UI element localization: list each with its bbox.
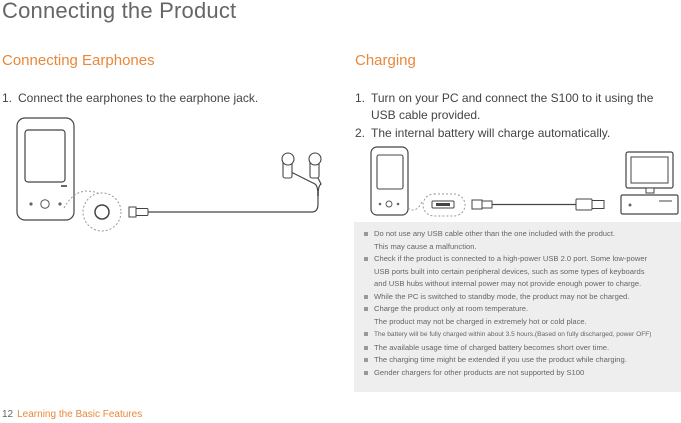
note-text: The available usage time of charged battery becomes short over time. [374, 342, 610, 352]
note-text: The charging time might be extended if you use the product while charging. [374, 355, 627, 364]
bullet-square-icon [364, 346, 368, 350]
note-text: Do not use any USB cable other than the one included with the product. [374, 229, 616, 238]
note-item [364, 328, 677, 342]
note-text-continued: The product may not be charged in extremely hot or cold place. [374, 316, 587, 326]
step-text: The internal battery will charge automatically. [371, 126, 611, 140]
note-item [364, 367, 677, 380]
note-text: The battery will be fully charged within about 3.5 hours.(Based on fully discharged, power OFF) [374, 331, 652, 338]
note-item [364, 303, 677, 328]
section-heading-charging: Charging [355, 52, 416, 69]
earphone-step [2, 90, 258, 107]
note-text: Gender chargers for other products are not supported by S100 [374, 367, 585, 377]
step-text: Connect the earphones to the earphone jack. [18, 91, 259, 105]
page-title: Connecting the Product [2, 0, 237, 23]
bullet-square-icon [364, 358, 368, 362]
section-heading-earphones: Connecting Earphones [2, 52, 155, 69]
bullet-square-icon [364, 332, 368, 336]
earphone-illustration [12, 112, 342, 232]
charging-step-1 [355, 90, 653, 124]
bullet-square-icon [364, 307, 368, 311]
step-number: 2. [355, 126, 366, 140]
notes-list [354, 222, 681, 379]
step-text: Turn on your PC and connect the S100 to it using the [371, 91, 654, 105]
note-text: While the PC is switched to standby mode, the product may not be charged. [374, 291, 630, 301]
page-footer [2, 409, 142, 420]
bullet-square-icon [364, 295, 368, 299]
page-number: 12 [2, 409, 14, 420]
note-item [364, 342, 677, 355]
note-text: Charge the product only at room temperature. [374, 304, 529, 313]
note-item [364, 291, 677, 304]
bullet-square-icon [364, 232, 368, 236]
bullet-square-icon [364, 371, 368, 375]
charging-step-2 [355, 125, 610, 142]
step-number: 1. [355, 91, 366, 105]
note-text-continued: USB ports built into certain peripheral devices, such as some types of keyboards [374, 266, 645, 276]
note-item [364, 228, 677, 253]
note-text: Check if the product is connected to a high-power USB 2.0 port. Some low-power [374, 254, 648, 263]
note-item [364, 253, 677, 291]
step-number: 1. [2, 91, 13, 105]
note-text-continued: and USB hubs without internal power may not provide enough power to charge. [374, 279, 642, 288]
note-item [364, 354, 677, 367]
step-text-continued: USB cable provided. [371, 108, 481, 122]
footer-section-title: Learning the Basic Features [17, 409, 143, 420]
note-text-continued: This may cause a malfunction. [374, 241, 477, 251]
notes-box [354, 222, 681, 392]
bullet-square-icon [364, 257, 368, 261]
charging-illustration [368, 144, 681, 220]
